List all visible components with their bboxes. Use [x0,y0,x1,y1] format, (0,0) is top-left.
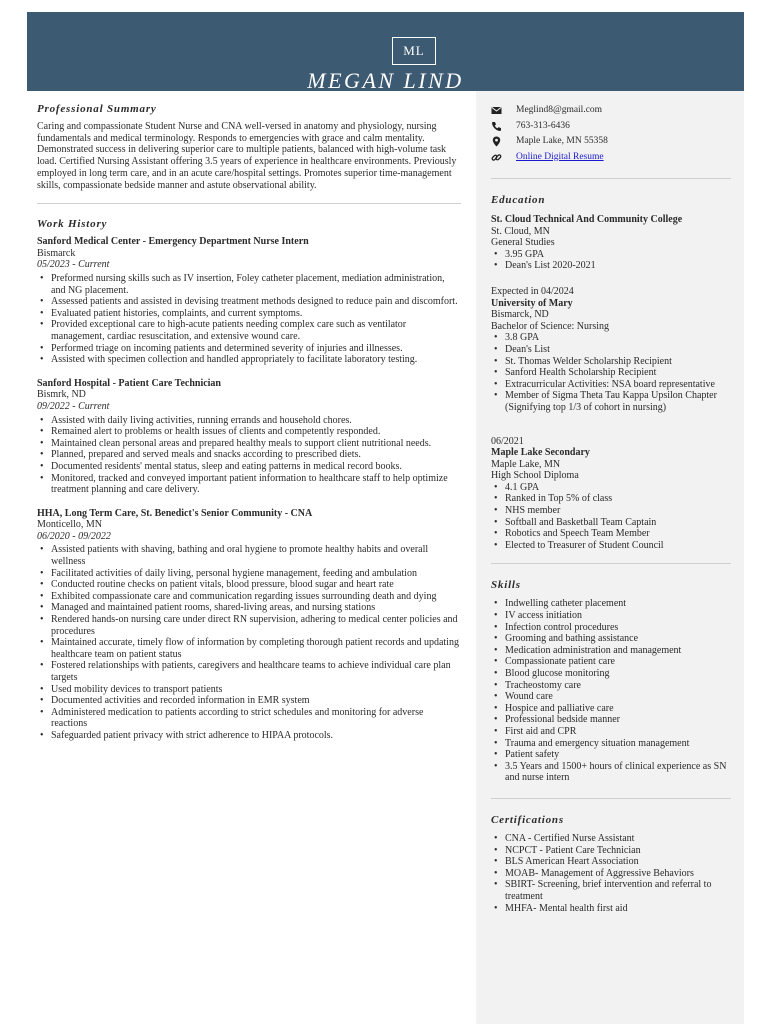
graduation-date: Expected in 04/2024 [491,285,574,297]
list-item: • First aid and CPR [505,726,731,738]
list-item: • Assisted patients with shaving, bathing and oral hygiene to promote healthy habits and overall wellness [51,544,461,567]
list-item: • Maintained clean personal areas and prepared healthy meals to support client nutritional needs. [51,438,461,450]
main-column [37,103,461,742]
list-item: • SBIRT- Screening, brief intervention and referral to treatment [505,879,731,902]
education-entry-1 [491,214,731,272]
list-item: • Professional bedside manner [505,714,731,726]
degree: General Studies [491,237,555,249]
list-item: • Managed and maintained patient rooms, shared-living areas, and nursing stations [51,602,461,614]
job-dates: 05/2023 - Current [37,259,110,271]
list-item: • MHFA- Mental health first aid [505,903,731,915]
job-title: HHA, Long Term Care, St. Benedict's Senior Community - CNA [37,507,313,519]
list-item: • CNA - Certified Nurse Assistant [505,833,731,845]
education-entry-3 [491,436,731,552]
location-pin-icon [491,136,502,147]
list-item: • Dean's List [505,344,731,356]
list-item: • Member of Sigma Theta Tau Kappa Upsilon Chapter (Signifying top 1/3 of cohort in nursing) [505,390,731,413]
job-location: Bismrk, ND [37,389,86,401]
list-item: • Hospice and palliative care [505,703,731,715]
list-item: • Preformed nursing skills such as IV insertion, Foley catheter placement, mediation administration, and NG placement. [51,273,461,296]
contact-email[interactable]: Meglind8@gmail.com [516,105,603,115]
list-item: • Tracheostomy care [505,680,731,692]
list-item: • Administered medication to patients according to strict schedules and monitoring for adverse reactions [51,707,461,730]
contact-email-row [491,103,731,119]
divider [491,798,731,799]
divider [491,178,731,179]
summary-text: Caring and compassionate Student Nurse and CNA well-versed in anatomy and physiology, nursing fundamentals and medical terminology. Responds to emergencies with grace and calm mentality. Demonstrated success in delivering superior care to multiple patients, balanced with high-volume task load. Certified Nursing Assistant offering 3.5 years of experience in healthcare environments. Previously employed in long term care, and in an acute care/hospital settings. Promotes superior time-management skills, compassionate bedside manner and astute observational ability. [37,121,457,191]
graduation-date: 06/2021 [491,435,524,447]
list-item: • Infection control procedures [505,622,731,634]
contact-block [491,103,731,165]
school-location: St. Cloud, MN [491,225,550,237]
list-item: • Maintained accurate, timely flow of information by completing thorough patient records and updating healthcare team on patient status [51,637,461,660]
job-2 [37,378,461,496]
list-item: • Ranked in Top 5% of class [505,493,731,505]
list-item: • Monitored, tracked and conveyed important patient information to healthcare staff to help optimize treatment planning and care delivery. [51,473,461,496]
divider [491,563,731,564]
job-dates: 06/2020 - 09/2022 [37,530,111,542]
summary-heading: Professional Summary [37,103,157,115]
list-item: • Indwelling catheter placement [505,598,731,610]
list-item: • Documented activities and recorded information in EMR system [51,695,461,707]
list-item: • MOAB- Management of Aggressive Behaviors [505,868,731,880]
education-heading: Education [491,194,546,206]
job-location: Monticello, MN [37,519,102,531]
list-item: • Facilitated activities of daily living, personal hygiene management, feeding and ambulation [51,568,461,580]
candidate-name: MEGAN LIND [307,68,464,93]
job-title: Sanford Medical Center - Emergency Department Nurse Intern [37,236,309,248]
job-title: Sanford Hospital - Patient Care Technician [37,377,221,389]
list-item: • 3.95 GPA [505,249,731,261]
list-item: • Grooming and bathing assistance [505,633,731,645]
list-item: • Fostered relationships with patients, caregivers and healthcare teams to achieve individual care plan targets [51,660,461,683]
contact-location-row [491,134,731,150]
contact-location: Maple Lake, MN 55358 [516,136,608,146]
degree: High School Diploma [491,470,579,482]
list-item: • Medication administration and management [505,645,731,657]
list-item: • 4.1 GPA [505,482,731,494]
resume-link[interactable]: Online Digital Resume [516,151,604,162]
list-item: • NHS member [505,505,731,517]
list-item: • Evaluated patient histories, complaints, and current symptoms. [51,308,461,320]
list-item: • St. Thomas Welder Scholarship Recipient [505,356,731,368]
monogram: ML [392,37,436,65]
school-name: St. Cloud Technical And Community College [491,214,683,225]
job-3 [37,508,461,742]
job-duties [37,415,461,496]
list-item: • Remained alert to problems or health issues of clients and competently responded. [51,426,461,438]
education-entry-2 [491,286,731,414]
job-duties [37,544,461,741]
sidebar-column [491,103,731,914]
list-item: • Wound care [505,691,731,703]
list-item: • Performed triage on incoming patients and determined severity of injuries and illnesses. [51,343,461,355]
school-location: Bismarck, ND [491,309,549,321]
education-details [491,249,731,272]
list-item: • Dean's List 2020-2021 [505,260,731,272]
school-name: Maple Lake Secondary [491,447,590,459]
link-icon [491,152,502,163]
list-item: • Robotics and Speech Team Member [505,528,731,540]
contact-phone-row [491,119,731,135]
job-location: Bismarck [37,247,76,259]
contact-phone[interactable]: 763-313-6436 [516,120,570,131]
divider [37,203,461,204]
education-details [491,482,731,552]
list-item: • Compassionate patient care [505,656,731,668]
school-location: Maple Lake, MN [491,458,561,470]
list-item: • Exhibited compassionate care and communication regarding issues surrounding death and dying [51,591,461,603]
mail-icon [491,105,502,116]
list-item: • IV access initiation [505,610,731,622]
certifications-heading: Certifications [491,813,564,826]
school-name: University of Mary [491,297,573,309]
job-1 [37,236,461,366]
list-item: • BLS American Heart Association [505,856,731,868]
job-dates: 09/2022 - Current [37,400,110,412]
resume-header [27,12,744,91]
list-item: • Sanford Health Scholarship Recipient [505,367,731,379]
list-item: • Patient safety [505,749,731,761]
list-item: • Safeguarded patient privacy with strict adherence to HIPAA protocols. [51,730,461,742]
list-item: • Assisted with daily living activities, running errands and household chores. [51,415,461,427]
list-item: • Documented residents' mental status, sleep and eating patterns in medical record books. [51,461,461,473]
list-item: • 3.5 Years and 1500+ hours of clinical experience as SN and nurse intern [505,761,731,784]
work-history-heading: Work History [37,218,108,231]
list-item: • Extracurricular Activities: NSA board representative [505,379,731,391]
list-item: • 3.8 GPA [505,332,731,344]
skills-list [491,598,731,784]
contact-link-row [491,150,731,166]
list-item: • Assisted with specimen collection and handled appropriately to facilitate laboratory testing. [51,354,461,366]
job-duties [37,273,461,366]
list-item: • Softball and Basketball Team Captain [505,517,731,529]
skills-heading: Skills [491,579,521,592]
list-item: • Used mobility devices to transport patients [51,684,461,696]
list-item: • Provided exceptional care to high-acute patients needing complex care such as ventilator management, cardiac resuscitation, and extensive wound care. [51,319,461,342]
certifications-list [491,833,731,914]
list-item: • Rendered hands-on nursing care under direct RN supervision, adhering to medical center policies and procedures [51,614,461,637]
degree: Bachelor of Science: Nursing [491,320,610,332]
list-item: • Blood glucose monitoring [505,668,731,680]
education-details [491,332,731,413]
list-item: • Planned, prepared and served meals and snacks according to prescribed diets. [51,449,461,461]
list-item: • Conducted routine checks on patient vitals, blood pressure, blood sugar and heart rate [51,579,461,591]
phone-icon [491,121,502,132]
list-item: • NCPCT - Patient Care Technician [505,845,731,857]
list-item: • Assessed patients and assisted in devising treatment methods designed to reduce pain and discomfort. [51,296,461,308]
list-item: • Elected to Treasurer of Student Council [505,540,731,552]
list-item: • Trauma and emergency situation management [505,738,731,750]
